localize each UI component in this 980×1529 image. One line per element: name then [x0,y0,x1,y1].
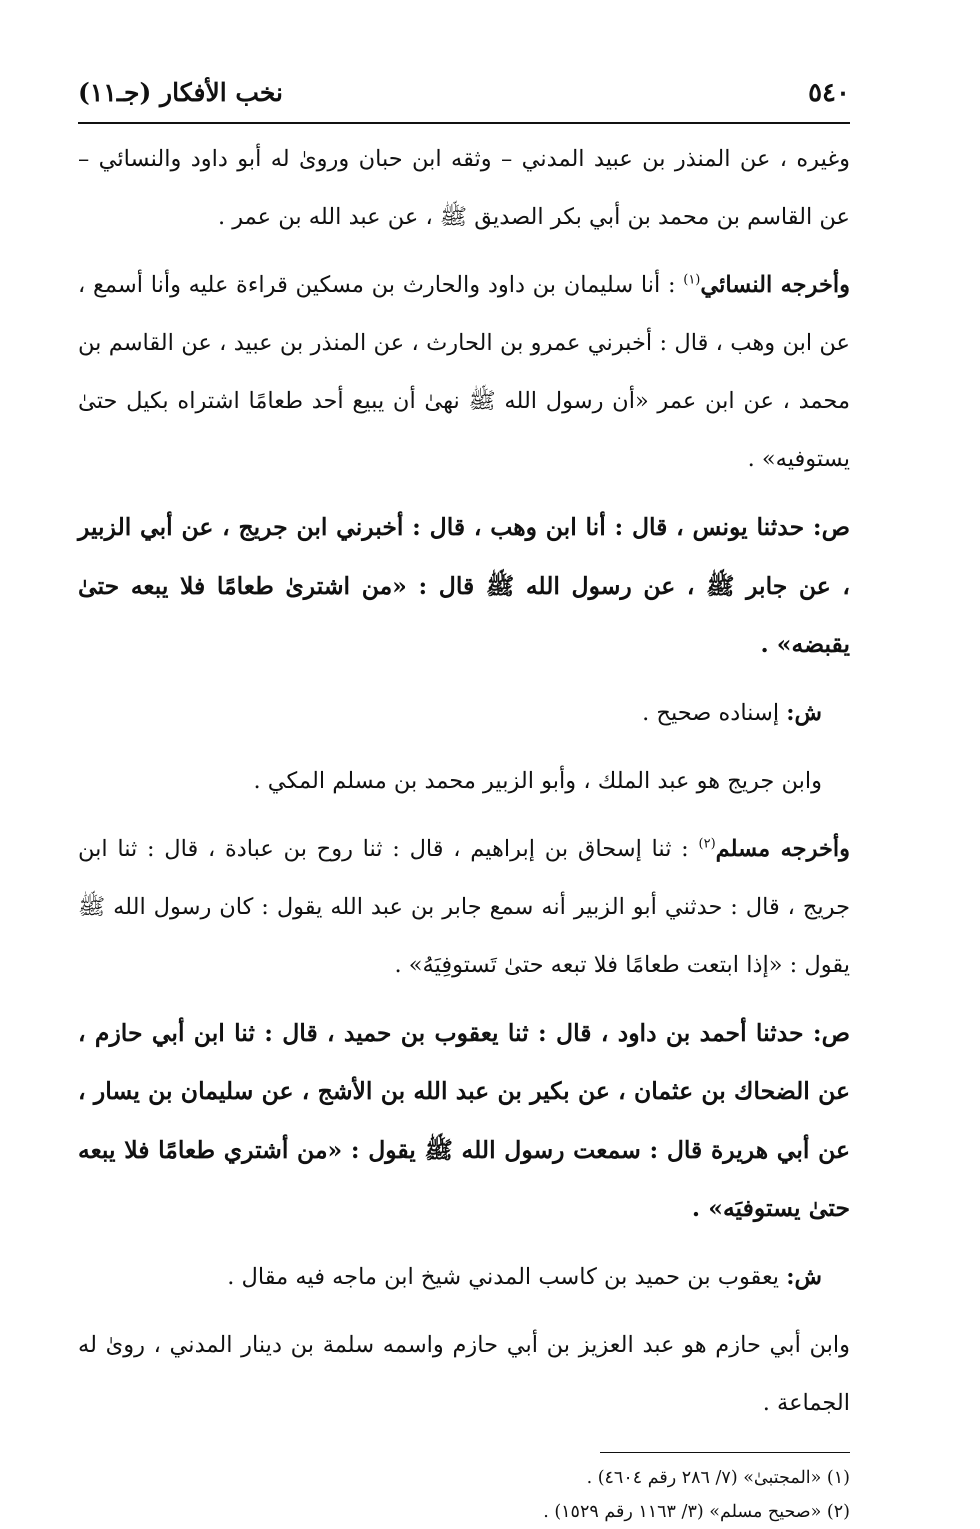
paragraph-text: يعقوب بن حميد بن كاسب المدني شيخ ابن ماجه فيه مقال . [227,1263,787,1290]
footnote-separator [600,1452,850,1453]
paragraph-6 [78,820,850,994]
paragraph-8 [78,1248,850,1306]
paragraph-1 [78,130,850,246]
paragraph-lead: ش: [786,699,822,726]
footnote-ref: (١) [683,272,701,288]
footnote-2: (٢) «صحيح مسلم» (٣/ ١١٦٣ رقم ١٥٢٩) . [543,1501,850,1522]
header-rule [78,122,850,124]
paragraph-3 [78,498,850,674]
paragraph-lead: وأخرجه مسلم [715,835,851,862]
paragraph-text: ص: حدثنا أحمد بن داود ، قال : ثنا يعقوب بن حميد ، قال : ثنا ابن أبي حازم ، عن الضحاك بن عثمان ، عن بكير بن عبد الله بن الأشج ، عن سليمان بن يسار ، عن أبي هريرة قال : سمعت رسول الله ﷺ يقول : «من أشتري طعامًا فلا يبعه حتىٰ يستوفيَه» . [78,1018,850,1222]
paragraph-2 [78,256,850,488]
paragraph-lead: ش: [786,1263,822,1290]
paragraph-9 [78,1316,850,1432]
running-header [78,78,850,122]
paragraph-text: : أنا سليمان بن داود والحارث بن مسكين قراءة عليه وأنا أسمع ، عن ابن وهب ، قال : أخبرني عمرو بن الحارث ، عن المنذر بن عبيد ، عن القاسم بن محمد ، عن ابن عمر «أن رسول الله ﷺ نهىٰ أن يبيع أحد طعامًا اشتراه بكيل حتىٰ يستوفيه» . [78,272,850,472]
paragraph-text: وابن جريج هو عبد الملك ، وأبو الزبير محمد بن مسلم المكي . [253,767,822,794]
paragraph-text: : ثنا إسحاق بن إبراهيم ، قال : ثنا روح بن عبادة ، قال : ثنا ابن جريج ، قال : حدثني أبو الزبير أنه سمع جابر بن عبد الله يقول : كان رسول الله ﷺ يقول : «إذا ابتعت طعامًا فلا تبعه حتىٰ تَستوفِيَهُ» . [78,835,850,978]
paragraph-text: إسناده صحيح . [642,699,787,726]
page-number: ٥٤٠ [808,78,850,108]
paragraph-text: وغيره ، عن المنذر بن عبيد المدني – وثقه ابن حبان وروىٰ له أبو داود والنسائي – عن القاسم بن محمد بن أبي بكر الصديق ﷺ ، عن عبد الله بن عمر . [78,146,850,230]
footnote-1: (١) «المجتبىٰ» (٧/ ٢٨٦ رقم ٤٦٠٤) . [586,1467,850,1488]
paragraph-lead: وأخرجه النسائي [700,272,850,298]
paragraph-4 [78,684,850,742]
footnote-ref: (٢) [698,836,716,851]
paragraph-5 [78,752,850,810]
page [78,78,850,1529]
book-title: نخب الأفكار (جـ١١) [78,78,284,107]
paragraph-text: ص: حدثنا يونس ، قال : أنا ابن وهب ، قال : أخبرني ابن جريج ، عن أبي الزبير ، عن جابر ﷺ ، عن رسول الله ﷺ قال : «من اشترىٰ طعامًا فلا يبعه حتىٰ يقبضه» . [78,513,850,658]
paragraph-7 [78,1004,850,1238]
paragraph-text: وابن أبي حازم هو عبد العزيز بن أبي حازم واسمه سلمة بن دينار المدني ، روىٰ له الجماعة . [78,1331,850,1416]
